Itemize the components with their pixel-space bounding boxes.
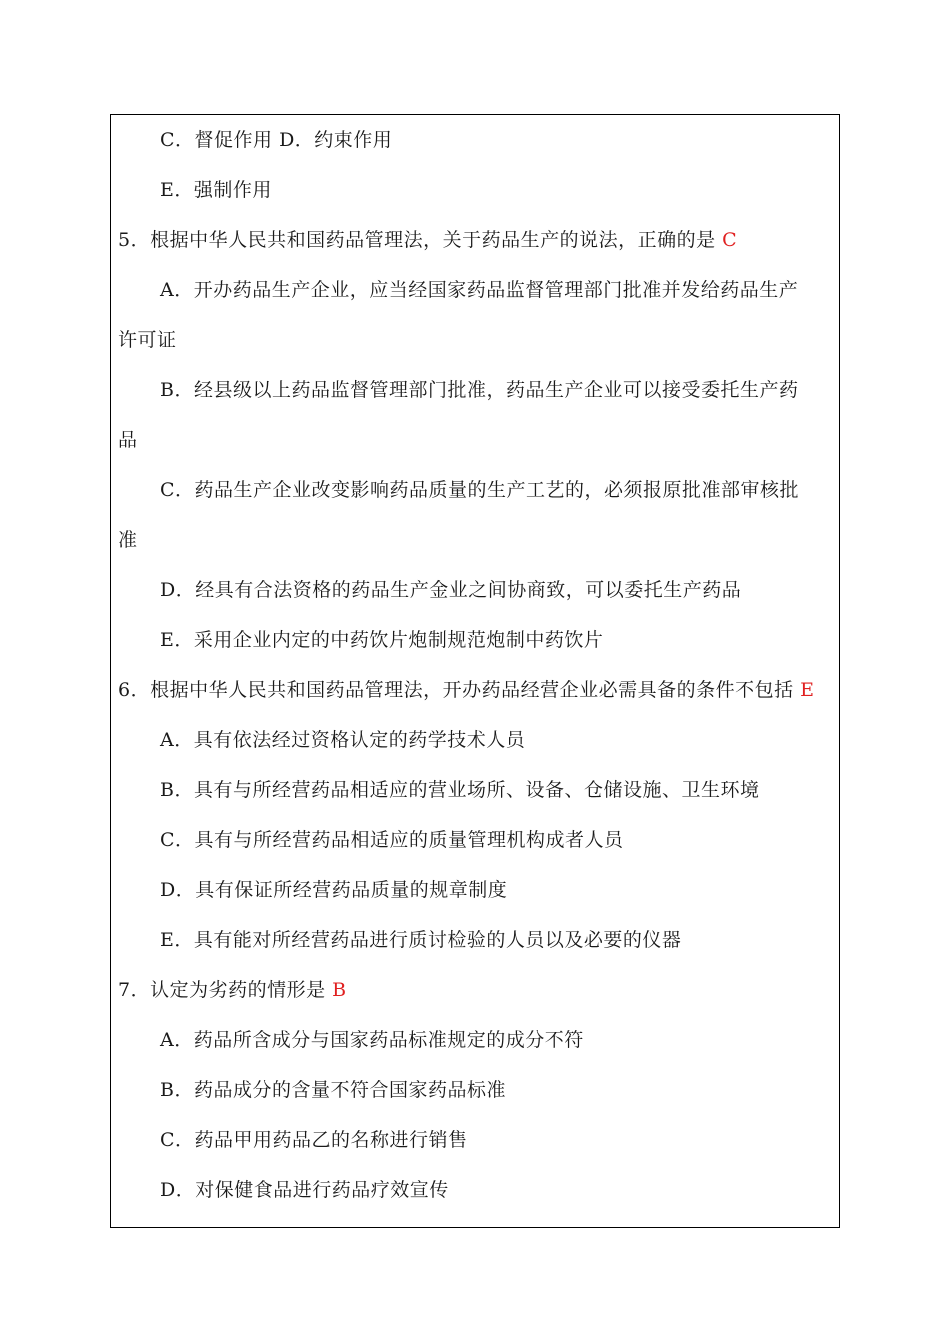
- line-text: A．具有依法经过资格认定的药学技术人员: [160, 729, 526, 751]
- line-text: B．具有与所经营药品相适应的营业场所、设备、仓储设施、卫生环境: [160, 779, 760, 801]
- answer-mark: E: [800, 679, 815, 701]
- line-text: 许可证: [118, 329, 177, 351]
- question-line: [118, 977, 347, 1003]
- line-text: 7．认定为劣药的情形是: [118, 979, 333, 1001]
- continuation-line: [118, 527, 138, 553]
- option-line: [160, 377, 798, 403]
- answer-mark: C: [722, 229, 738, 251]
- line-text: E．采用企业内定的中药饮片炮制规范炮制中药饮片: [160, 629, 604, 651]
- option-line: [160, 927, 681, 953]
- option-line: [160, 127, 392, 153]
- question-line: [118, 677, 815, 703]
- line-text: B．经县级以上药品监督管理部门批准，药品生产企业可以接受委托生产药: [160, 379, 799, 401]
- line-text: C．督促作用 D．约束作用: [160, 129, 393, 151]
- line-text: A．药品所含成分与国家药品标准规定的成分不符: [160, 1029, 584, 1051]
- option-line: [160, 727, 525, 753]
- option-line: [160, 827, 624, 853]
- option-line: [160, 1127, 468, 1153]
- option-line: [160, 627, 603, 653]
- option-line: [160, 277, 798, 303]
- line-text: D．经具有合法资格的药品生产金业之间协商致，可以委托生产药品: [160, 579, 742, 601]
- option-line: [160, 1177, 449, 1203]
- option-line: [160, 877, 507, 903]
- line-text: 5．根据中华人民共和国药品管理法，关于药品生产的说法，正确的是: [118, 229, 723, 251]
- line-text: E．具有能对所经营药品进行质讨检验的人员以及必要的仪器: [160, 929, 682, 951]
- line-text: C．药品生产企业改变影响药品质量的生产工艺的，必须报原批准部审核批: [160, 479, 800, 501]
- line-text: E．强制作用: [160, 179, 272, 201]
- line-text: D．具有保证所经营药品质量的规章制度: [160, 879, 508, 901]
- answer-mark: B: [332, 979, 347, 1001]
- line-text: A．开办药品生产企业，应当经国家药品监督管理部门批准并发给药品生产: [160, 279, 799, 301]
- line-text: C．具有与所经营药品相适应的质量管理机构成者人员: [160, 829, 624, 851]
- option-line: [160, 577, 741, 603]
- line-text: B．药品成分的含量不符合国家药品标准: [160, 1079, 506, 1101]
- line-text: 准: [118, 529, 138, 551]
- option-line: [160, 777, 759, 803]
- line-text: 品: [118, 429, 138, 451]
- continuation-line: [118, 327, 177, 353]
- line-text: 6．根据中华人民共和国药品管理法，开办药品经营企业必需具备的条件不包括: [118, 679, 801, 701]
- line-text: D．对保健食品进行药品疗效宣传: [160, 1179, 449, 1201]
- question-line: [118, 227, 737, 253]
- option-line: [160, 477, 799, 503]
- option-line: [160, 1027, 584, 1053]
- option-line: [160, 177, 272, 203]
- option-line: [160, 1077, 506, 1103]
- line-text: C．药品甲用药品乙的名称进行销售: [160, 1129, 468, 1151]
- continuation-line: [118, 427, 138, 453]
